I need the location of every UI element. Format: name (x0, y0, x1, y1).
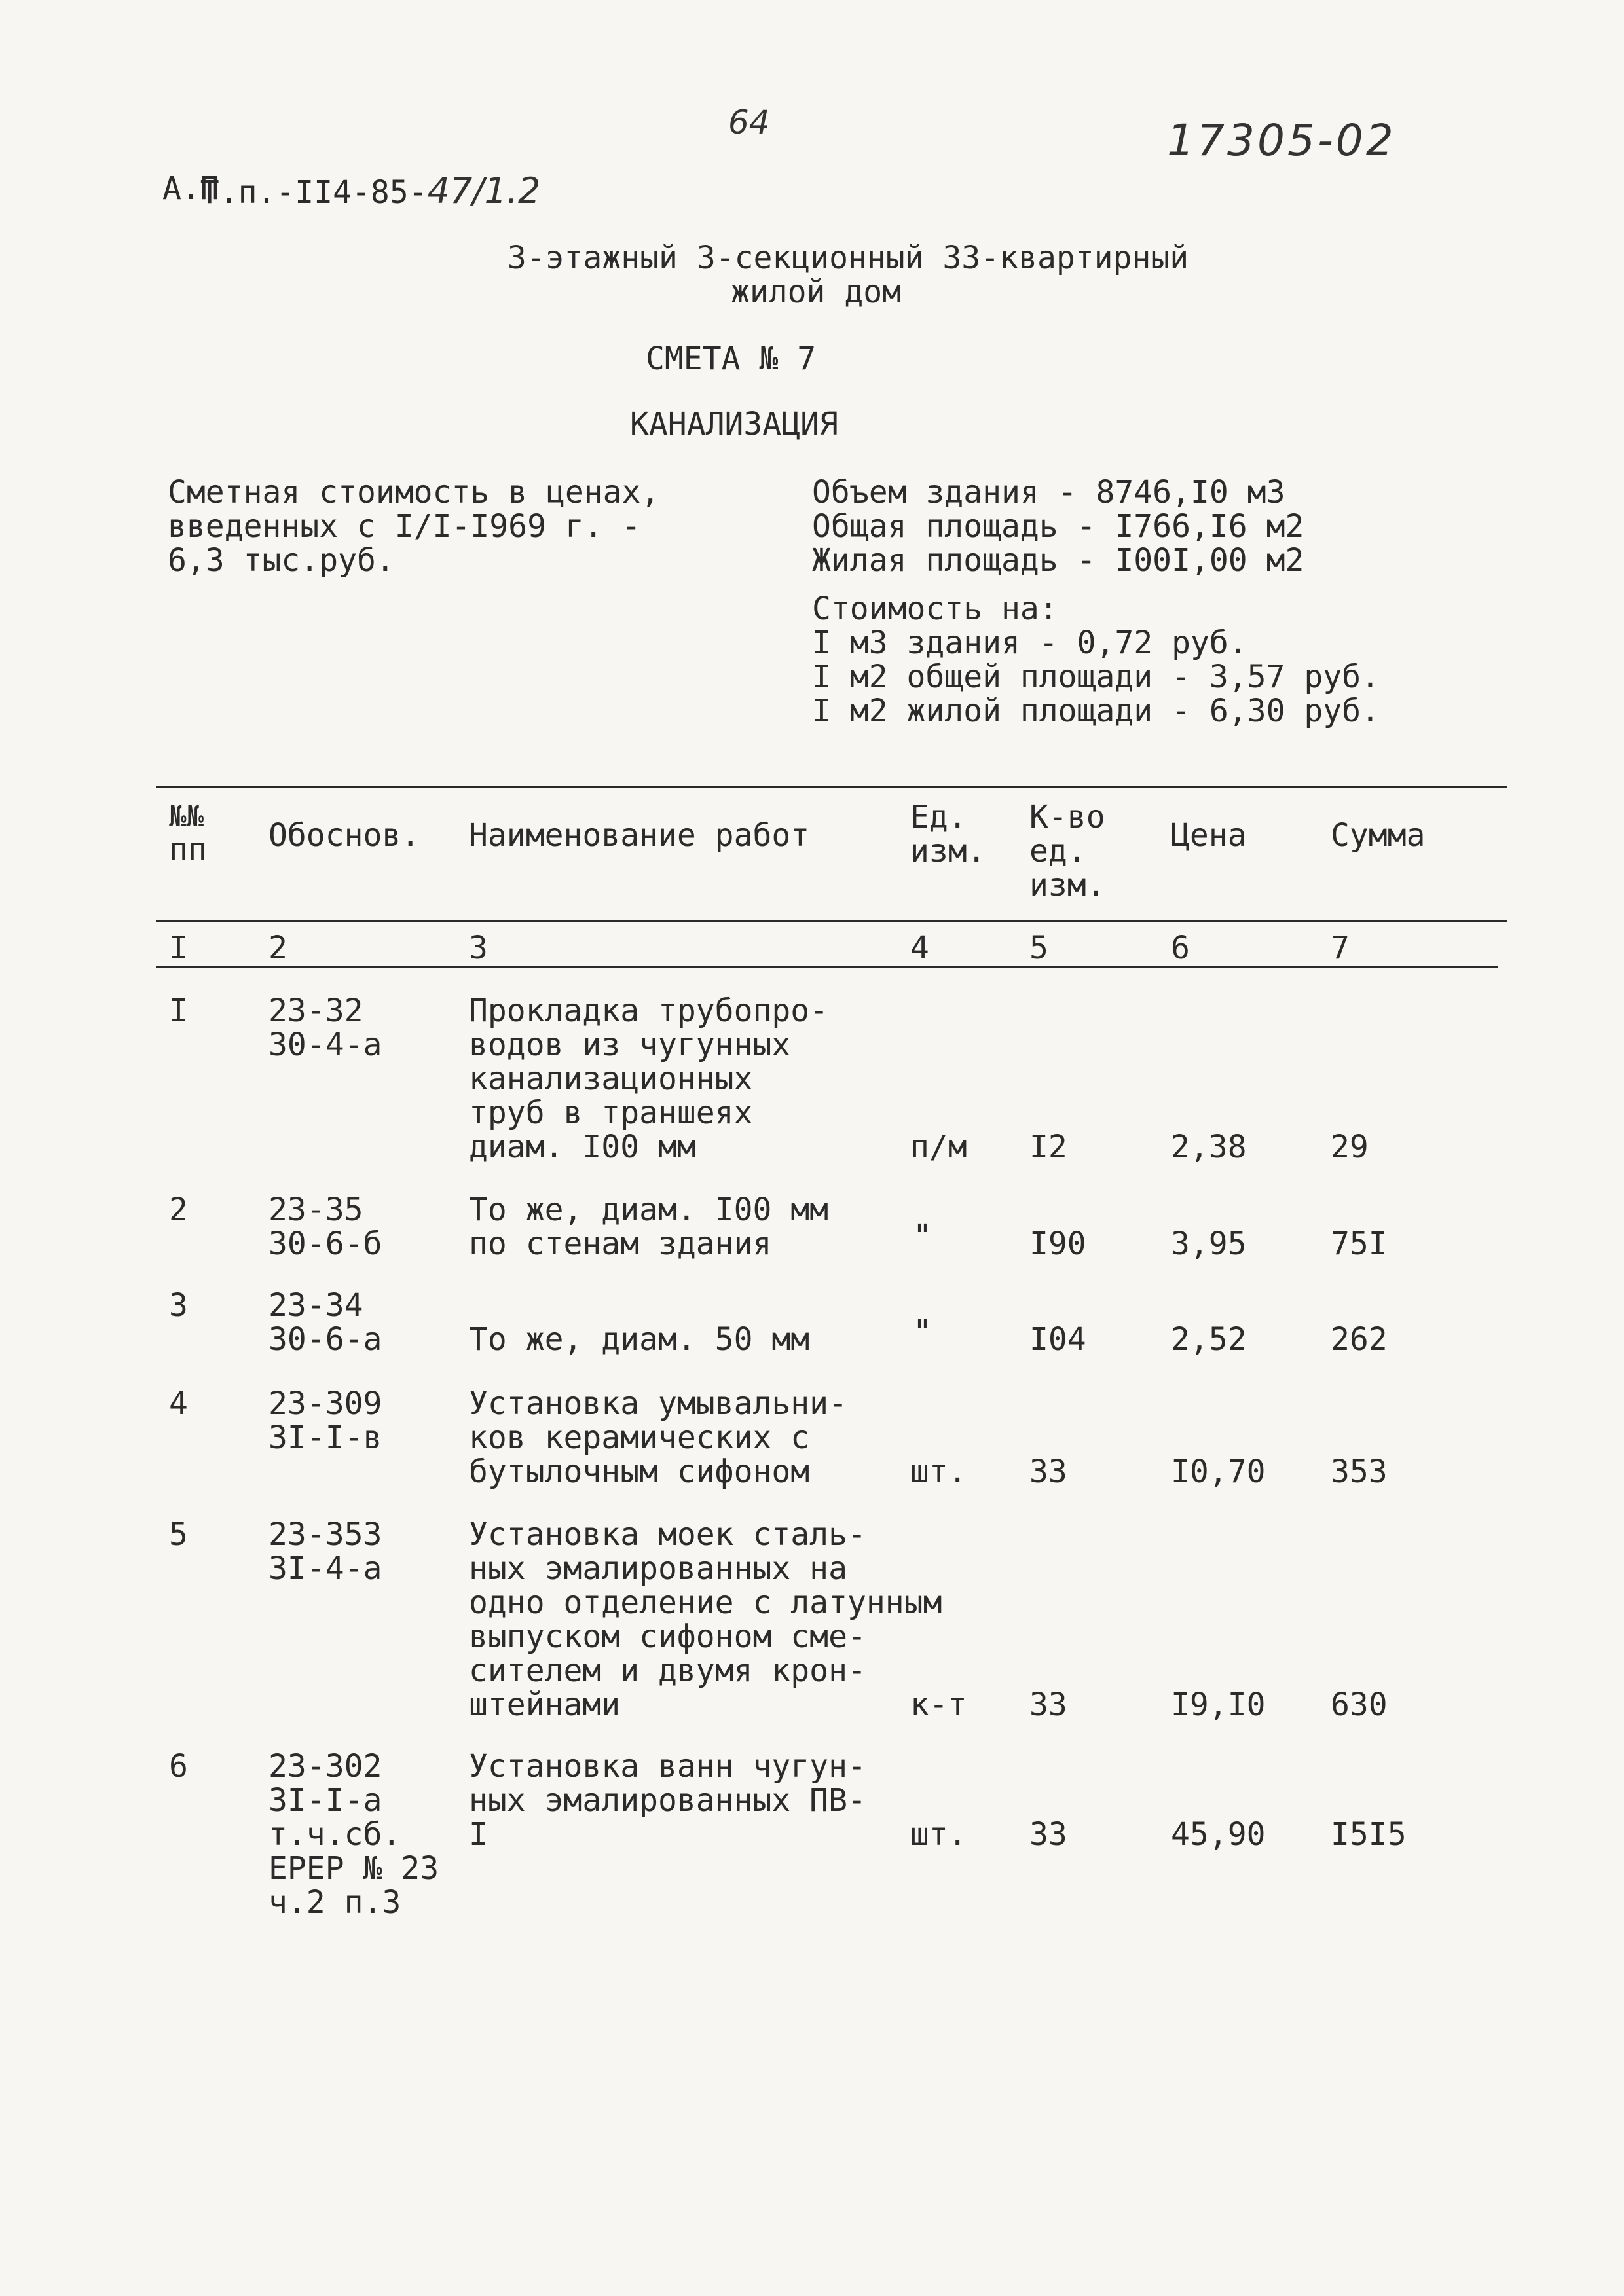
row-num: 4 (169, 1385, 188, 1422)
smeta-title: СМЕТА № 7 (646, 340, 817, 377)
header-name: Наименование работ (469, 817, 810, 854)
column-number: 6 (1171, 930, 1190, 966)
row-sum: 262 (1331, 1321, 1388, 1358)
row-unit: п/м (910, 1129, 967, 1165)
row-name: сителем и двумя крон- (469, 1652, 866, 1689)
header-unit-l2: изм. (910, 833, 986, 869)
doc-number: 17305-02 (1167, 115, 1396, 166)
row-basis: 23-353 (268, 1516, 382, 1553)
cost-line1: Сметная стоимость в ценах, (168, 474, 660, 511)
doc-code-line2: А.П (162, 170, 219, 207)
row-name: выпуском сифоном сме- (469, 1618, 866, 1655)
row-name: Установка моек сталь- (469, 1516, 866, 1553)
unit-cost-m3: I м3 здания - 0,72 руб. (812, 625, 1247, 661)
header-num-l1: №№ (169, 800, 204, 833)
header-bottom-rule (156, 920, 1507, 922)
header-basis: Обоснов. (268, 817, 420, 854)
header-unit-l1: Ед. (910, 799, 967, 835)
row-name: Прокладка трубопро- (469, 993, 829, 1029)
row-qty: I04 (1029, 1321, 1086, 1358)
row-name: То же, диам. I00 мм (469, 1192, 829, 1228)
title-line1: 3-этажный 3-секционный 33-квартирный (507, 240, 1189, 276)
row-price: 2,52 (1171, 1321, 1247, 1358)
header-qty-l1: К-во (1029, 799, 1105, 835)
row-price: I9,I0 (1171, 1686, 1266, 1723)
row-sum: I5I5 (1331, 1816, 1407, 1853)
row-price: 45,90 (1171, 1816, 1266, 1853)
row-name: Установка ванн чугун- (469, 1748, 866, 1785)
row-basis: ЕРЕР № 23 (268, 1850, 439, 1887)
column-number: 7 (1331, 930, 1350, 966)
table-top-rule (156, 786, 1507, 788)
row-basis: 23-302 (268, 1748, 382, 1785)
cost-line2: введенных с I/I-I969 г. - (168, 508, 641, 545)
unit-cost-m2-total: I м2 общей площади - 3,57 руб. (812, 659, 1380, 695)
row-num: 5 (169, 1516, 188, 1553)
row-basis: 23-309 (268, 1385, 382, 1422)
row-unit: шт. (910, 1453, 967, 1490)
cost-line3: 6,3 тыс.руб. (168, 542, 395, 579)
row-name: Установка умывальни- (469, 1385, 847, 1422)
row-unit: к-т (910, 1686, 967, 1723)
row-unit: " (913, 1313, 932, 1350)
row-basis: 30-4-а (268, 1027, 382, 1063)
row-basis: 30-6-а (268, 1321, 382, 1358)
row-unit: шт. (910, 1816, 967, 1853)
row-sum: 353 (1331, 1453, 1388, 1490)
row-name: бутылочным сифоном (469, 1453, 810, 1490)
column-number: 4 (910, 930, 929, 966)
row-name: То же, диам. 50 мм (469, 1321, 810, 1358)
row-price: 3,95 (1171, 1226, 1247, 1262)
row-name: ков керамических с (469, 1419, 810, 1456)
row-name: I (469, 1816, 488, 1853)
row-qty: 33 (1029, 1816, 1067, 1853)
row-sum: 630 (1331, 1686, 1388, 1723)
row-basis: 3I-I-а (268, 1782, 382, 1819)
row-name: одно отделение с латунным (469, 1584, 942, 1621)
building-living-area: Жилая площадь - I00I,00 м2 (812, 542, 1304, 579)
row-name: диам. I00 мм (469, 1129, 696, 1165)
row-basis: 30-6-б (268, 1226, 382, 1262)
header-num-l2: пп (169, 831, 207, 868)
row-name: канализационных (469, 1061, 753, 1097)
row-basis: ч.2 п.3 (268, 1884, 401, 1921)
row-name: штейнами (469, 1686, 621, 1723)
row-qty: I90 (1029, 1226, 1086, 1262)
row-name: ных эмалированных на (469, 1550, 847, 1587)
row-qty: I2 (1029, 1129, 1067, 1165)
header-qty-l3: изм. (1029, 867, 1105, 903)
row-qty: 33 (1029, 1686, 1067, 1723)
doc-code-prefix: Т.п.-II4-85- (200, 174, 428, 211)
building-total-area: Общая площадь - I766,I6 м2 (812, 508, 1304, 545)
column-numbers-rule (156, 966, 1498, 968)
page-number: 64 (728, 103, 770, 141)
row-num: I (169, 993, 188, 1029)
row-qty: 33 (1029, 1453, 1067, 1490)
row-basis: 23-34 (268, 1287, 363, 1324)
row-basis: 3I-4-а (268, 1550, 382, 1587)
row-price: I0,70 (1171, 1453, 1266, 1490)
row-sum: 75I (1331, 1226, 1388, 1262)
column-number: 3 (469, 930, 488, 966)
row-name: водов из чугунных (469, 1027, 791, 1063)
section-title: КАНАЛИЗАЦИЯ (630, 406, 838, 443)
header-qty-l2: ед. (1029, 833, 1086, 869)
row-name: ных эмалированных ПВ- (469, 1782, 866, 1819)
row-num: 2 (169, 1192, 188, 1228)
row-num: 6 (169, 1748, 188, 1785)
row-unit: " (913, 1218, 932, 1254)
building-volume: Объем здания - 8746,I0 м3 (812, 474, 1285, 511)
doc-code-handwritten: 47/1.2 (427, 170, 541, 211)
row-basis: 23-32 (268, 993, 363, 1029)
row-name: по стенам здания (469, 1226, 772, 1262)
title-line2: жилой дом (730, 274, 902, 310)
column-number: 5 (1029, 930, 1048, 966)
row-sum: 29 (1331, 1129, 1369, 1165)
row-price: 2,38 (1171, 1129, 1247, 1165)
row-basis: 23-35 (268, 1192, 363, 1228)
column-number: I (169, 930, 188, 966)
header-sum: Сумма (1331, 817, 1426, 854)
row-num: 3 (169, 1287, 188, 1324)
row-basis: 3I-I-в (268, 1419, 382, 1456)
unit-cost-m2-living: I м2 жилой площади - 6,30 руб. (812, 693, 1380, 729)
row-basis: т.ч.сб. (268, 1816, 401, 1853)
header-price: Цена (1171, 817, 1247, 854)
column-number: 2 (268, 930, 287, 966)
unit-costs-heading: Стоимость на: (812, 591, 1058, 627)
row-name: труб в траншеях (469, 1095, 753, 1131)
